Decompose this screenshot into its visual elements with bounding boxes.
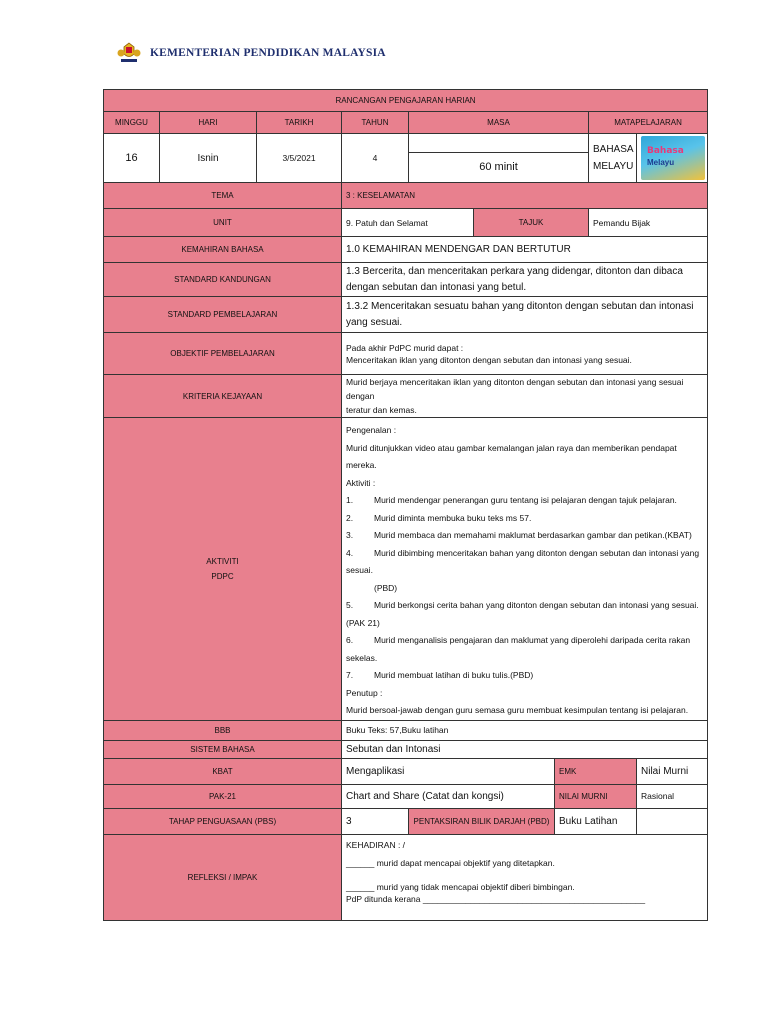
- book-title: Bahasa: [647, 146, 684, 156]
- activity-step: [346, 597, 703, 632]
- activity-step-number: 1.: [346, 495, 354, 505]
- value-tahap: 3: [342, 808, 409, 834]
- matapelajaran-line-2: MELAYU: [593, 161, 634, 172]
- kriteria-line-2: teratur dan kemas.: [346, 405, 417, 415]
- activity-step-text: Murid berkongsi cerita bahan yang ditonton dengan sebutan dan intonasi yang sesuai.(PAK 21): [346, 600, 699, 628]
- value-objektif: [342, 333, 708, 375]
- activity-step-text: Murid membaca dan memahami maklumat berdasarkan gambar dan petikan.(KBAT): [374, 530, 692, 540]
- aktiviti-label: Aktiviti :: [346, 477, 376, 488]
- value-matapelajaran: [589, 134, 637, 183]
- label-aktiviti: AKTIVITI: [206, 556, 239, 566]
- value-tajuk: Pemandu Bijak: [589, 209, 708, 237]
- label-unit: UNIT: [104, 209, 342, 237]
- label-pak21: PAK-21: [104, 784, 342, 808]
- label-emk: EMK: [555, 758, 637, 784]
- activity-step-number: 5.: [346, 600, 354, 610]
- book-subtitle: Melayu: [647, 158, 675, 167]
- value-standard-pembelajaran: [342, 297, 708, 333]
- value-pbd-extra: [637, 808, 708, 834]
- activity-step-text: Murid membuat latihan di buku tulis.(PBD): [374, 670, 534, 680]
- value-kriteria: [342, 375, 708, 418]
- activity-step-text: Murid mendengar penerangan guru tentang isi pelajaran dengan tajuk pelajaran.: [374, 495, 677, 505]
- kriteria-line-1: Murid berjaya menceritakan iklan yang ditonton dengan sebutan dan intonasi yang sesuai dengan: [346, 377, 684, 401]
- label-bbb: BBB: [104, 720, 342, 740]
- masa-empty-slot: [409, 135, 588, 153]
- kehadiran: KEHADIRAN : /: [346, 839, 406, 850]
- matapelajaran-line-1: BAHASA: [593, 144, 634, 155]
- standard-kandungan-line-2: dengan sebutan dan intonasi yang betul.: [346, 281, 527, 293]
- label-hari: HARI: [160, 112, 257, 134]
- activity-steps-list: [346, 492, 703, 685]
- value-sistem-bahasa: Sebutan dan Intonasi: [342, 740, 708, 758]
- objektif-line-1: Pada akhir PdPC murid dapat :: [346, 342, 464, 353]
- activity-step-text: Murid menganalisis pengajaran dan maklumat yang diperolehi daripada cerita rakan sekelas.: [346, 635, 691, 663]
- label-standard-pembelajaran: STANDARD PEMBELAJARAN: [104, 297, 342, 333]
- value-tahun: 4: [342, 134, 409, 183]
- activity-step: [346, 510, 703, 528]
- label-masa: MASA: [409, 112, 589, 134]
- label-kbat: KBAT: [104, 758, 342, 784]
- value-emk: Nilai Murni: [637, 758, 708, 784]
- refleksi-line-2: ______ murid yang tidak mencapai objektif diberi bimbingan.: [346, 881, 575, 892]
- activity-step-text: (PBD): [374, 582, 398, 593]
- value-unit: 9. Patuh dan Selamat: [342, 209, 474, 237]
- penutup-label: Penutup :: [346, 687, 383, 698]
- standard-pembelajaran-line-2: yang sesuai.: [346, 316, 403, 328]
- label-tahun: TAHUN: [342, 112, 409, 134]
- pengenalan-label: Pengenalan :: [346, 425, 397, 435]
- label-matapelajaran: MATAPELAJARAN: [589, 112, 708, 134]
- refleksi-line-3: PdP ditunda kerana _______________________________________________: [346, 893, 646, 904]
- activity-step-number: 4.: [346, 547, 354, 558]
- label-tema: TEMA: [104, 183, 342, 209]
- refleksi-line-1: ______ murid dapat mencapai objektif yang ditetapkan.: [346, 857, 555, 868]
- activity-step: [346, 527, 703, 545]
- activity-step-text: Murid diminta membuka buku teks ms 57.: [374, 512, 532, 523]
- label-kriteria: KRITERIA KEJAYAAN: [104, 375, 342, 418]
- label-tarikh: TARIKH: [257, 112, 342, 134]
- textbook-cover: [637, 134, 708, 183]
- value-nilai-murni: Rasional: [637, 784, 708, 808]
- label-refleksi: REFLEKSI / IMPAK: [104, 834, 342, 920]
- value-tarikh: 3/5/2021: [257, 134, 342, 183]
- lesson-plan: [103, 89, 707, 904]
- activity-step-number: 7.: [346, 670, 354, 680]
- pengenalan-text: Murid ditunjukkan video atau gambar kemalangan jalan raya dan memberikan pendapat mereka.: [346, 442, 677, 470]
- label-pdpc: PDPC: [211, 571, 234, 581]
- value-standard-kandungan: [342, 263, 708, 297]
- textbook-cover-image: [641, 136, 705, 180]
- value-bbb: Buku Teks: 57,Buku latihan: [342, 720, 708, 740]
- value-minggu: 16: [104, 134, 160, 183]
- lesson-plan-table: [103, 89, 708, 921]
- jata-negara-crest-icon: [116, 42, 142, 64]
- label-objektif: OBJEKTIF PEMBELAJARAN: [104, 333, 342, 375]
- ministry-header: [116, 40, 386, 66]
- activity-step-text: Murid dibimbing menceritakan bahan yang ditonton dengan sebutan dan intonasi yang sesuai.: [346, 547, 700, 575]
- activity-step-number: 6.: [346, 635, 354, 645]
- penutup-text: Murid bersoal-jawab dengan guru semasa guru membuat kesimpulan tentang isi pelajaran.: [346, 705, 689, 715]
- activity-step-number: 2.: [346, 512, 354, 523]
- standard-pembelajaran-line-1: 1.3.2 Menceritakan sesuatu bahan yang ditonton dengan sebutan dan intonasi: [346, 300, 694, 312]
- value-aktiviti: [342, 418, 708, 721]
- value-kbat: Mengaplikasi: [342, 758, 555, 784]
- label-tajuk: TAJUK: [474, 209, 589, 237]
- value-hari: Isnin: [160, 134, 257, 183]
- activity-step: [346, 580, 703, 598]
- label-standard-kandungan: STANDARD KANDUNGAN: [104, 263, 342, 297]
- plan-title: RANCANGAN PENGAJARAN HARIAN: [104, 90, 708, 112]
- activity-step-number: 3.: [346, 530, 354, 540]
- value-masa-cell: [409, 134, 589, 183]
- value-tema: 3 : KESELAMATAN: [342, 183, 708, 209]
- value-pbd: Buku Latihan: [555, 808, 637, 834]
- label-sistem-bahasa: SISTEM BAHASA: [104, 740, 342, 758]
- label-kemahiran: KEMAHIRAN BAHASA: [104, 237, 342, 263]
- activity-step: [346, 667, 703, 685]
- value-refleksi: [342, 834, 708, 920]
- objektif-line-2: Menceritakan iklan yang ditonton dengan sebutan dan intonasi yang sesuai.: [346, 354, 632, 365]
- standard-kandungan-line-1: 1.3 Bercerita, dan menceritakan perkara yang didengar, ditonton dan dibaca: [346, 265, 683, 277]
- value-pak21: Chart and Share (Catat dan kongsi): [342, 784, 555, 808]
- label-tahap: TAHAP PENGUASAAN (PBS): [104, 808, 342, 834]
- activity-step: [346, 545, 703, 580]
- label-nilai-murni: NILAI MURNI: [555, 784, 637, 808]
- value-kemahiran: 1.0 KEMAHIRAN MENDENGAR DAN BERTUTUR: [342, 237, 708, 263]
- label-aktiviti-cell: [104, 418, 342, 721]
- label-minggu: MINGGU: [104, 112, 160, 134]
- activity-step: [346, 492, 703, 510]
- activity-step: [346, 632, 703, 667]
- value-masa: 60 minit: [479, 161, 518, 173]
- ministry-name: KEMENTERIAN PENDIDIKAN MALAYSIA: [150, 47, 386, 59]
- label-pbd: PENTAKSIRAN BILIK DARJAH (PBD): [409, 808, 555, 834]
